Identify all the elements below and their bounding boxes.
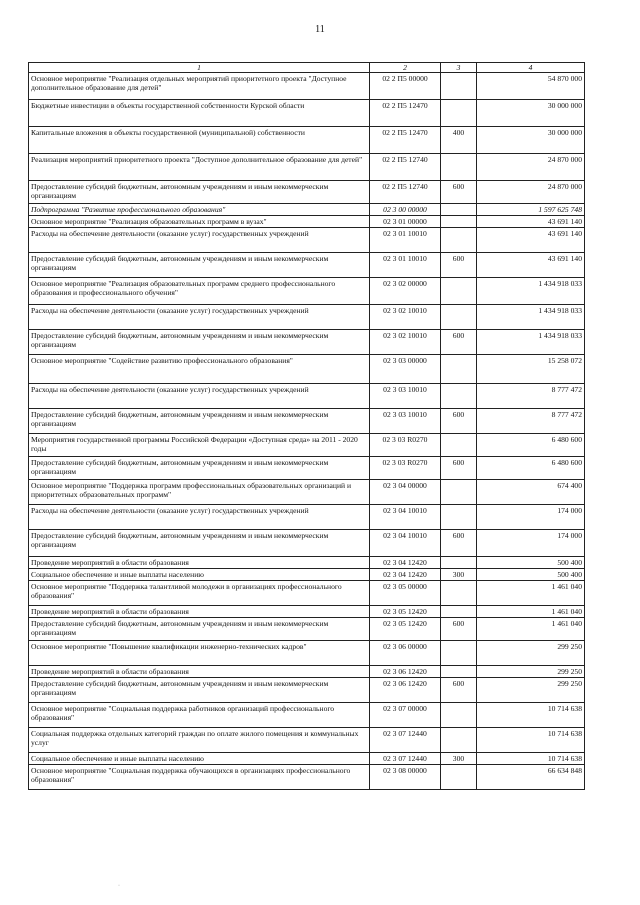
table-row [29, 181, 585, 204]
row-code-cell: 02 3 02 10010 [370, 330, 441, 355]
header-col-2: 2 [370, 63, 441, 73]
row-amount-cell: 10 714 638 [477, 703, 585, 728]
table-row [29, 606, 585, 618]
row-name-cell: Предоставление субсидий бюджетным, автономным учреждениям и иным некоммерческим организациям [29, 678, 370, 703]
row-amount-cell: 1 461 040 [477, 606, 585, 618]
row-name-cell: Проведение мероприятий в области образования [29, 557, 370, 569]
scan-mark: · [118, 883, 120, 889]
table-row [29, 728, 585, 753]
row-amount-cell: 43 691 140 [477, 216, 585, 228]
table-row [29, 127, 585, 154]
row-code-cell: 02 3 00 00000 [370, 204, 441, 216]
row-type-cell: 600 [441, 409, 477, 434]
row-code-cell: 02 3 06 12420 [370, 666, 441, 678]
table-row [29, 530, 585, 557]
table-row [29, 154, 585, 181]
row-type-cell: 300 [441, 753, 477, 765]
row-name-cell: Социальная поддержка отдельных категорий граждан по оплате жилого помещения и коммунальных услуг [29, 728, 370, 753]
header-col-4: 4 [477, 63, 585, 73]
row-amount-cell: 24 870 000 [477, 181, 585, 204]
row-name-cell: Расходы на обеспечение деятельности (оказание услуг) государственных учреждений [29, 505, 370, 530]
table-row [29, 100, 585, 127]
row-code-cell: 02 3 03 10010 [370, 409, 441, 434]
row-type-cell: 600 [441, 618, 477, 641]
row-type-cell: 600 [441, 181, 477, 204]
table-row [29, 278, 585, 305]
row-name-cell: Основное мероприятие "Реализация образовательных программ в вузах" [29, 216, 370, 228]
row-code-cell: 02 3 07 00000 [370, 703, 441, 728]
table-row [29, 355, 585, 384]
row-amount-cell: 1 434 918 033 [477, 330, 585, 355]
row-amount-cell: 10 714 638 [477, 728, 585, 753]
table-row [29, 216, 585, 228]
row-name-cell: Предоставление субсидий бюджетным, автономным учреждениям и иным некоммерческим организациям [29, 618, 370, 641]
row-code-cell: 02 3 04 10010 [370, 530, 441, 557]
table-row [29, 505, 585, 530]
row-code-cell: 02 2 П5 12470 [370, 127, 441, 154]
row-type-cell [441, 278, 477, 305]
row-amount-cell: 43 691 140 [477, 253, 585, 278]
row-amount-cell: 8 777 472 [477, 409, 585, 434]
row-type-cell [441, 216, 477, 228]
row-amount-cell: 299 250 [477, 678, 585, 703]
table-row [29, 641, 585, 666]
row-name-cell: Расходы на обеспечение деятельности (оказание услуг) государственных учреждений [29, 228, 370, 253]
row-amount-cell: 500 400 [477, 557, 585, 569]
row-code-cell: 02 3 07 12440 [370, 753, 441, 765]
row-code-cell: 02 2 П5 12740 [370, 181, 441, 204]
row-type-cell [441, 581, 477, 606]
row-amount-cell: 1 461 040 [477, 618, 585, 641]
table-body [29, 73, 585, 790]
row-code-cell: 02 3 08 00000 [370, 765, 441, 790]
row-amount-cell: 6 480 600 [477, 434, 585, 457]
table-row [29, 434, 585, 457]
table-row [29, 765, 585, 790]
row-name-cell: Бюджетные инвестиции в объекты государственной собственности Курской области [29, 100, 370, 127]
row-code-cell: 02 3 03 R0270 [370, 434, 441, 457]
table-row [29, 204, 585, 216]
row-amount-cell: 8 777 472 [477, 384, 585, 409]
row-type-cell [441, 355, 477, 384]
table-row [29, 305, 585, 330]
row-amount-cell: 15 258 072 [477, 355, 585, 384]
row-code-cell: 02 3 01 10010 [370, 253, 441, 278]
row-amount-cell: 30 000 000 [477, 127, 585, 154]
row-code-cell: 02 2 П5 12740 [370, 154, 441, 181]
row-name-cell: Предоставление субсидий бюджетным, автономным учреждениям и иным некоммерческим организациям [29, 409, 370, 434]
header-col-3: 3 [441, 63, 477, 73]
row-type-cell [441, 154, 477, 181]
row-name-cell: Основное мероприятие "Реализация образовательных программ среднего профессионального образования и профессионального обучения" [29, 278, 370, 305]
row-amount-cell: 1 461 040 [477, 581, 585, 606]
row-type-cell: 300 [441, 569, 477, 581]
table-row [29, 557, 585, 569]
row-type-cell [441, 606, 477, 618]
table-row [29, 581, 585, 606]
row-type-cell [441, 73, 477, 100]
row-name-cell: Социальное обеспечение и иные выплаты населению [29, 753, 370, 765]
table-row [29, 384, 585, 409]
row-name-cell: Основное мероприятие "Социальная поддержка обучающихся в организациях профессионального образования" [29, 765, 370, 790]
row-amount-cell: 6 480 600 [477, 457, 585, 480]
row-type-cell: 600 [441, 253, 477, 278]
table-header-row [29, 63, 585, 73]
row-name-cell: Проведение мероприятий в области образования [29, 666, 370, 678]
row-amount-cell: 30 000 000 [477, 100, 585, 127]
row-amount-cell: 1 597 625 748 [477, 204, 585, 216]
row-amount-cell: 1 434 918 033 [477, 278, 585, 305]
row-type-cell [441, 480, 477, 505]
row-name-cell: Основное мероприятие "Поддержка программ профессиональных образовательных организаций и приоритетных образовательных программ" [29, 480, 370, 505]
row-type-cell [441, 728, 477, 753]
row-name-cell: Подпрограмма "Развитие профессионального образования" [29, 204, 370, 216]
row-name-cell: Основное мероприятие "Повышение квалификации инженерно-технических кадров" [29, 641, 370, 666]
row-amount-cell: 174 000 [477, 530, 585, 557]
row-name-cell: Проведение мероприятий в области образования [29, 606, 370, 618]
row-type-cell: 600 [441, 678, 477, 703]
table-row [29, 228, 585, 253]
row-code-cell: 02 3 04 12420 [370, 569, 441, 581]
row-code-cell: 02 3 04 10010 [370, 505, 441, 530]
table-row [29, 753, 585, 765]
table-row [29, 666, 585, 678]
row-code-cell: 02 2 П5 00000 [370, 73, 441, 100]
table-row [29, 73, 585, 100]
budget-table [28, 62, 585, 790]
table-row [29, 569, 585, 581]
row-name-cell: Расходы на обеспечение деятельности (оказание услуг) государственных учреждений [29, 384, 370, 409]
row-type-cell: 600 [441, 457, 477, 480]
row-amount-cell: 1 434 918 033 [477, 305, 585, 330]
row-amount-cell: 674 400 [477, 480, 585, 505]
row-type-cell [441, 557, 477, 569]
table-row [29, 457, 585, 480]
row-code-cell: 02 3 04 00000 [370, 480, 441, 505]
row-type-cell [441, 100, 477, 127]
row-amount-cell: 66 634 848 [477, 765, 585, 790]
row-type-cell [441, 765, 477, 790]
table-row [29, 253, 585, 278]
header-col-1: 1 [29, 63, 370, 73]
row-type-cell [441, 204, 477, 216]
row-name-cell: Предоставление субсидий бюджетным, автономным учреждениям и иным некоммерческим организациям [29, 330, 370, 355]
row-code-cell: 02 3 03 R0270 [370, 457, 441, 480]
row-type-cell [441, 666, 477, 678]
row-name-cell: Основное мероприятие "Реализация отдельных мероприятий приоритетного проекта "Доступное дополнительное образование для детей" [29, 73, 370, 100]
row-code-cell: 02 3 04 12420 [370, 557, 441, 569]
row-code-cell: 02 3 05 12420 [370, 606, 441, 618]
table-row [29, 409, 585, 434]
row-code-cell: 02 3 07 12440 [370, 728, 441, 753]
table-row [29, 480, 585, 505]
row-code-cell: 02 3 01 10010 [370, 228, 441, 253]
table-row [29, 678, 585, 703]
row-name-cell: Мероприятия государственной программы Российской Федерации «Доступная среда» на 2011 - 2020 годы [29, 434, 370, 457]
row-name-cell: Основное мероприятие "Поддержка талантливой молодежи в организациях профессионального образования" [29, 581, 370, 606]
row-type-cell: 400 [441, 127, 477, 154]
row-code-cell: 02 3 05 12420 [370, 618, 441, 641]
row-type-cell [441, 384, 477, 409]
row-name-cell: Капитальные вложения в объекты государственной (муниципальной) собственности [29, 127, 370, 154]
row-type-cell [441, 641, 477, 666]
row-name-cell: Предоставление субсидий бюджетным, автономным учреждениям и иным некоммерческим организациям [29, 181, 370, 204]
row-type-cell [441, 305, 477, 330]
row-name-cell: Предоставление субсидий бюджетным, автономным учреждениям и иным некоммерческим организациям [29, 253, 370, 278]
row-amount-cell: 500 400 [477, 569, 585, 581]
row-type-cell [441, 703, 477, 728]
row-amount-cell: 54 870 000 [477, 73, 585, 100]
row-amount-cell: 299 250 [477, 641, 585, 666]
row-code-cell: 02 3 05 00000 [370, 581, 441, 606]
row-amount-cell: 24 870 000 [477, 154, 585, 181]
row-type-cell: 600 [441, 330, 477, 355]
row-code-cell: 02 3 06 12420 [370, 678, 441, 703]
row-amount-cell: 10 714 638 [477, 753, 585, 765]
row-name-cell: Реализация мероприятий приоритетного проекта "Доступное дополнительное образование для детей" [29, 154, 370, 181]
row-name-cell: Расходы на обеспечение деятельности (оказание услуг) государственных учреждений [29, 305, 370, 330]
row-type-cell [441, 228, 477, 253]
row-code-cell: 02 3 03 10010 [370, 384, 441, 409]
row-code-cell: 02 3 02 10010 [370, 305, 441, 330]
row-name-cell: Социальное обеспечение и иные выплаты населению [29, 569, 370, 581]
row-amount-cell: 43 691 140 [477, 228, 585, 253]
row-name-cell: Предоставление субсидий бюджетным, автономным учреждениям и иным некоммерческим организациям [29, 457, 370, 480]
row-name-cell: Основное мероприятие "Содействие развитию профессионального образования" [29, 355, 370, 384]
row-code-cell: 02 3 01 00000 [370, 216, 441, 228]
table-row [29, 703, 585, 728]
row-type-cell [441, 505, 477, 530]
row-type-cell: 600 [441, 530, 477, 557]
row-code-cell: 02 3 03 00000 [370, 355, 441, 384]
row-code-cell: 02 3 02 00000 [370, 278, 441, 305]
row-amount-cell: 174 000 [477, 505, 585, 530]
row-name-cell: Предоставление субсидий бюджетным, автономным учреждениям и иным некоммерческим организациям [29, 530, 370, 557]
page-number: 11 [315, 24, 325, 35]
row-code-cell: 02 2 П5 12470 [370, 100, 441, 127]
table-row [29, 618, 585, 641]
table-row [29, 330, 585, 355]
row-amount-cell: 299 250 [477, 666, 585, 678]
row-type-cell [441, 434, 477, 457]
row-code-cell: 02 3 06 00000 [370, 641, 441, 666]
row-name-cell: Основное мероприятие "Социальная поддержка работников организаций профессионального образования" [29, 703, 370, 728]
